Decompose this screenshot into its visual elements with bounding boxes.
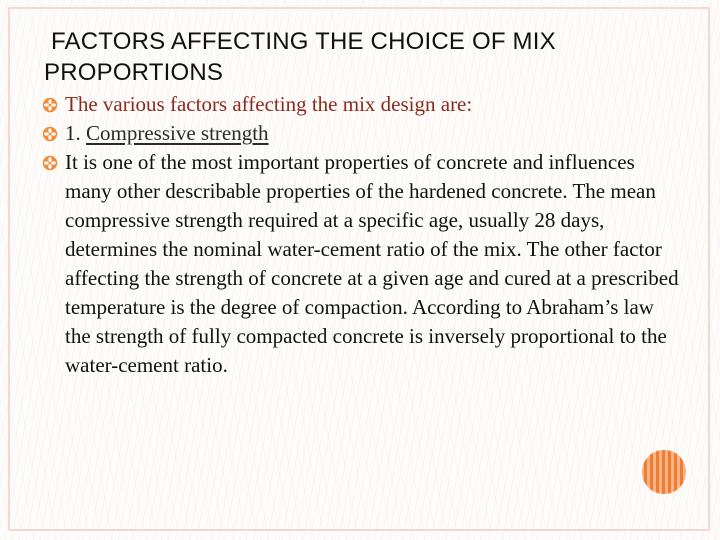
bullet-text: It is one of the most important properties of concrete and influences many other describable properties of the hardened concrete. The mean compressive strength required at a specific age, usually 28 days, determines the nominal water-cement ratio of the mix. The other factor affecting the strength of concrete at a given age and cured at a prescribed temperature is the degree of compaction. According to Abraham’s law the strength of fully compacted concrete is inversely proportional to the water-cement ratio. [65,150,679,377]
bullet-item-intro [42,90,682,119]
bullet-item-heading [42,119,682,148]
bullet-text: The various factors affecting the mix design are: [65,92,473,116]
bullet-list [42,90,682,380]
slide-title [44,26,684,88]
striped-circle-icon [642,450,686,494]
slide-title-line-2: PROPORTIONS [44,59,224,86]
flower-bullet-icon [42,126,58,142]
bullet-item-body [42,148,682,380]
flower-bullet-icon [42,97,58,113]
compressive-strength-heading: Compressive strength [86,121,269,145]
flower-bullet-icon [42,155,58,171]
bullet-number: 1. [65,121,81,145]
slide-title-line-1: FACTORS AFFECTING THE CHOICE OF MIX [51,28,556,55]
